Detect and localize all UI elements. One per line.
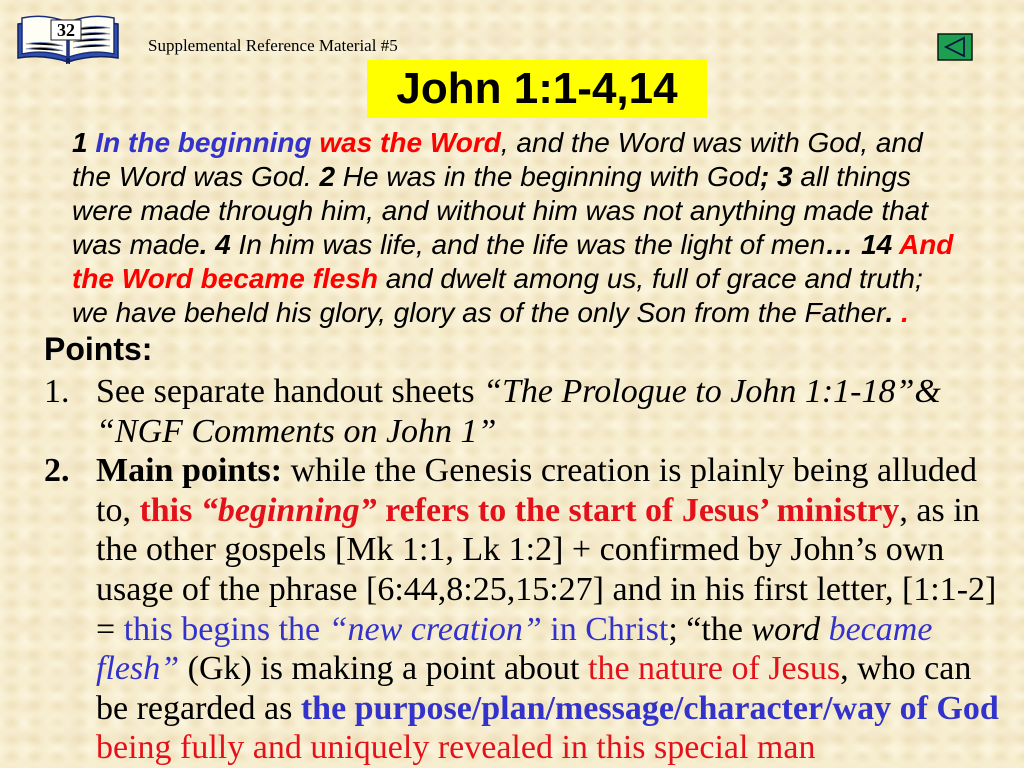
main-points-label: Main points: [96,452,283,490]
list-line [96,570,1020,610]
scripture-line [72,228,953,262]
scripture-line [72,296,953,330]
scripture-emphasis-red: And [898,229,954,260]
scripture-text: He was in the beginning with God [335,161,760,192]
scripture-emphasis-red: was the Word [319,127,501,158]
list-line [96,491,1020,531]
scripture-punctuation-red: . [901,297,909,328]
list-text: while the Genesis creation is plainly being alluded [282,452,978,490]
list-line [96,728,1020,768]
scripture-text: all things [792,161,911,192]
list-text: , who can [840,650,972,688]
list-text: be regarded as [96,689,301,727]
emphasis-red: being fully and uniquely revealed in this special man [96,729,816,767]
list-line [96,610,1020,650]
scripture-line [72,160,953,194]
scripture-line [72,194,953,228]
handout-title: “The Prologue to John 1:1-18”& [483,373,941,410]
verse-number: ; 3 [759,161,793,192]
handout-title: “NGF Comments on John 1” [96,412,497,450]
list-text: usage of the phrase [6:44,8:25,15:27] and in his first letter, [1:1-2] [96,570,997,608]
italic-word: word [751,610,821,648]
list-text: ; “the [668,610,752,648]
scripture-emphasis-red: the Word became flesh [72,263,379,294]
list-line [96,412,1020,452]
open-book-icon [16,12,120,64]
emphasis-red: the nature of Jesus [588,650,841,688]
scripture-text: and dwelt among us, full of grace and truth; [378,263,923,294]
scripture-text: , and the Word was with God, and [500,127,923,158]
back-button[interactable] [937,33,973,61]
verse-number: … 14 [825,229,899,260]
slide-subtitle: Supplemental Reference Material #5 [148,36,398,55]
emphasis-blue-italic: flesh” [96,650,180,688]
list-text: to, [96,491,140,529]
emphasis-red-italic: “beginning” [200,491,377,529]
verse-number: 1 [72,127,96,158]
list-line [96,689,1020,729]
list-text: See separate handout sheets [96,373,484,410]
list-text: (Gk) is making a point about [179,650,589,688]
slide-number: 32 [57,20,75,40]
scripture-emphasis-blue: In the beginning [95,127,320,158]
scripture-passage [72,126,953,330]
scripture-text: were made through him, and without him was not anything made that [72,195,929,226]
emphasis-blue: this begins the [123,610,329,648]
list-item [44,451,1020,768]
verse-number: 2 [319,161,336,192]
points-heading: Points: [44,331,153,367]
scripture-punctuation: . [885,297,902,328]
list-item [44,372,1020,451]
list-text: the other gospels [Mk 1:1, Lk 1:2] + confirmed by John’s own [96,531,945,569]
emphasis-red: this [139,491,201,529]
list-number: 1. [44,373,70,410]
scripture-text: In him was life, and the life was the light of men [230,229,826,260]
emphasis-blue-bold: the purpose/plan/message/character/way of God [300,689,999,727]
list-item-text [96,372,1020,451]
list-line [96,372,1020,412]
list-number: 2. [44,452,70,490]
list-item-text [96,451,1020,768]
list-text: = [96,610,124,648]
verse-number: . 4 [199,229,231,260]
list-line [96,451,1020,491]
slide-title: John 1:1-4,14 [367,60,707,118]
scripture-text: was made [72,229,200,260]
scripture-text: we have beheld his glory, glory as of the only Son from the Father [72,297,886,328]
emphasis-blue-italic: “new creation” [328,610,542,648]
points-list [44,372,1020,768]
scripture-line [72,262,953,296]
list-line [96,649,1020,689]
list-text: , as in [899,491,980,529]
emphasis-blue: in Christ [541,610,669,648]
emphasis-blue-italic: became [820,610,933,648]
scripture-text: the Word was God. [72,161,320,192]
list-line [96,530,1020,570]
scripture-line [72,126,953,160]
emphasis-red: refers to the start of Jesus’ ministry [376,491,900,529]
